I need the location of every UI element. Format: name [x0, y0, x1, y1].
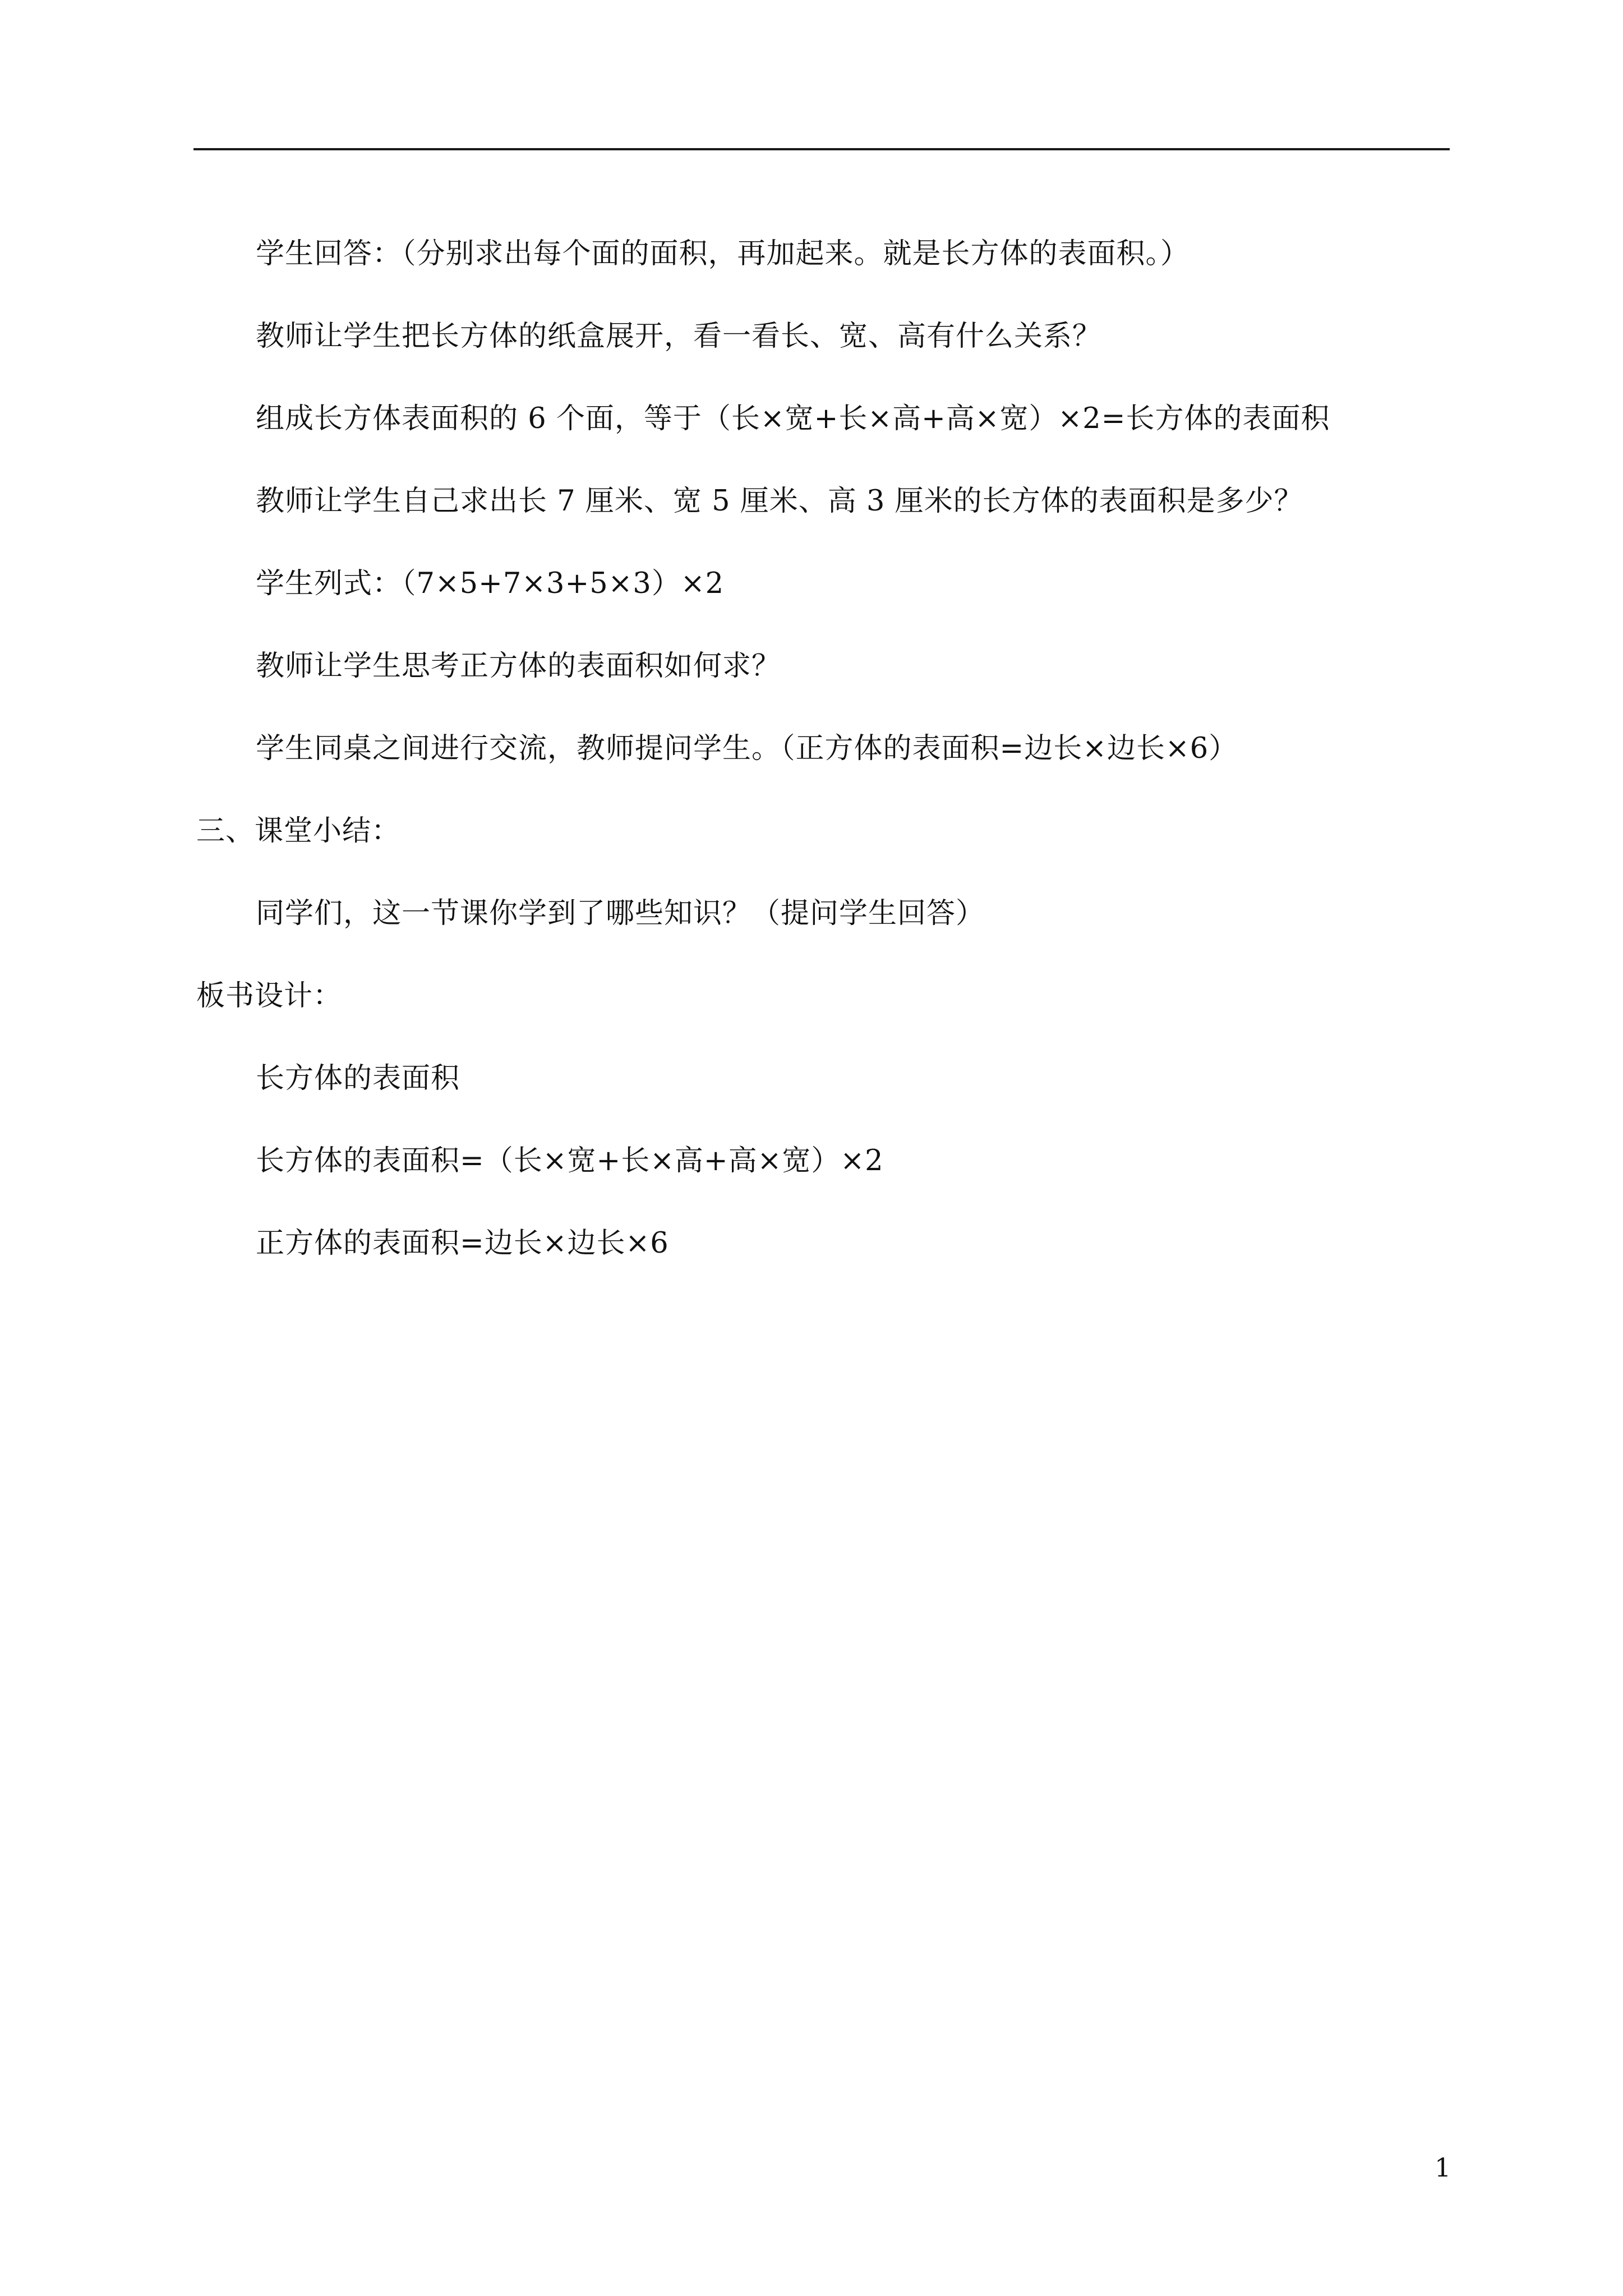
board-cuboid-formula-line: 长方体的表面积=（长×宽+长×高+高×宽）×2: [256, 1144, 884, 1177]
student-answer-line: 学生回答：（分别求出每个面的面积，再加起来。就是长方体的表面积。）: [256, 237, 1190, 270]
student-expression-line: 学生列式：（7×5+7×3+5×3）×2: [256, 567, 725, 600]
teacher-cube-question-line: 教师让学生思考正方体的表面积如何求？: [256, 650, 781, 683]
board-title-line: 长方体的表面积: [256, 1062, 460, 1095]
student-discussion-line: 学生同桌之间进行交流，教师提问学生。（正方体的表面积=边长×边长×6）: [256, 732, 1238, 765]
summary-question-line: 同学们，这一节课你学到了哪些知识？（提问学生回答）: [256, 897, 985, 930]
surface-area-formula-line: 组成长方体表面积的 6 个面，等于（长×宽+长×高+高×宽）×2=长方体的表面积: [256, 402, 1330, 435]
section-heading-summary: 三、课堂小结：: [196, 815, 401, 848]
header-rule: [193, 148, 1450, 150]
teacher-example-line: 教师让学生自己求出长 7 厘米、宽 5 厘米、高 3 厘米的长方体的表面积是多少？: [256, 485, 1303, 518]
board-cube-formula-line: 正方体的表面积=边长×边长×6: [256, 1227, 669, 1260]
section-heading-board-design: 板书设计：: [196, 979, 343, 1013]
page-number: 1: [1435, 2152, 1451, 2183]
teacher-unfold-box-line: 教师让学生把长方体的纸盒展开，看一看长、宽、高有什么关系？: [256, 320, 1102, 353]
